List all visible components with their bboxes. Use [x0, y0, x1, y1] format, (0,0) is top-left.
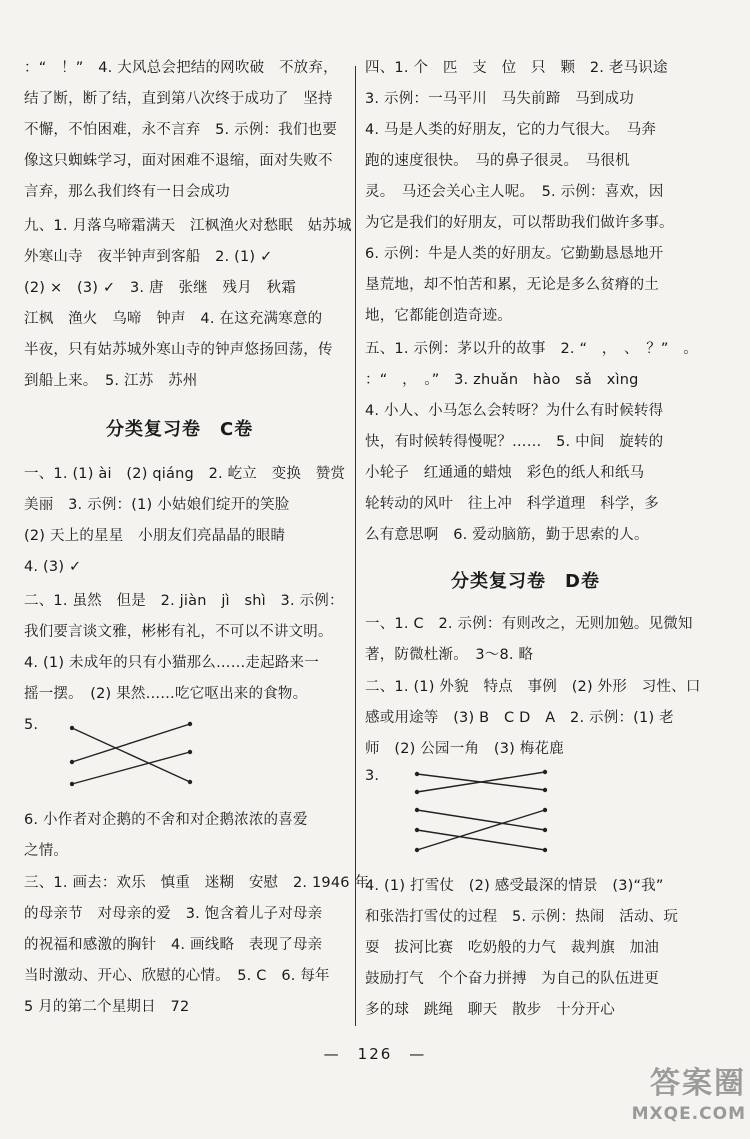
text-line: 5.	[24, 717, 39, 733]
watermark-text: 答案圈	[650, 1066, 746, 1101]
watermark-url: MXQE.COM	[631, 1104, 746, 1124]
text-line: 像这只蜘蛛学习，面对困难不退缩，面对失败不	[24, 153, 333, 169]
text-line: (2) × (3) ✓ 3. 唐 张继 残月 秋霜	[24, 280, 297, 296]
text-line: 4. (1) 未成年的只有小猫那么……走起路来一	[24, 655, 319, 671]
text-line: ：“ ， 。” 3. zhuǎn hào sǎ xìng	[365, 372, 639, 388]
text-line: 著，防微杜渐。 3～8. 略	[365, 647, 534, 663]
text-line: 和张浩打雪仗的过程 5. 示例：热闹 活动、玩	[365, 909, 679, 925]
text-line: 结了断，断了结，直到第八次终于成功了 坚持	[24, 91, 333, 107]
text-line: 快，有时候转得慢呢？…… 5. 中间 旋转的	[365, 434, 664, 450]
text-line: 6. 示例：牛是人类的好朋友。它勤勤恳恳地开	[365, 246, 664, 262]
text-line: 外寒山寺 夜半钟声到客船 2. (1) ✓	[24, 249, 273, 265]
text-line: 二、1. (1) 外貌 特点 事例 (2) 外形 习性、口	[365, 679, 701, 695]
section-title-c: 分类复习卷 C卷	[106, 419, 254, 440]
text-line: 师 (2) 公园一角 (3) 梅花鹿	[365, 741, 564, 757]
text-line: 的母亲节 对母亲的爱 3. 饱含着儿子对母亲	[24, 906, 323, 922]
text-line: 二、1. 虽然 但是 2. jiàn jì shì 3. 示例：	[24, 593, 344, 609]
text-line: 4. (3) ✓	[24, 559, 82, 575]
text-line: 摇一摆。 (2) 果然……吃它呕出来的食物。	[24, 686, 308, 702]
text-line: 的祝福和感激的胸针 4. 画线略 表现了母亲	[24, 937, 323, 953]
text-line: 五、1. 示例：茅以升的故事 2. “ ， 、 ？” 。	[365, 341, 699, 357]
text-line: 九、1. 月落乌啼霜满天 江枫渔火对愁眠 姑苏城	[24, 218, 352, 234]
text-line: 感或用途等 (3) B C D A 2. 示例：(1) 老	[365, 710, 674, 726]
text-line: 5 月的第二个星期日 72	[24, 999, 190, 1015]
text-line: 之情。	[24, 843, 69, 859]
text-line: 到船上来。 5. 江苏 苏州	[24, 373, 198, 389]
text-line: 3. 示例：一马平川 马失前蹄 马到成功	[365, 91, 634, 107]
text-line: 么有意思啊 6. 爱动脑筋，勤于思索的人。	[365, 527, 649, 543]
text-line: 3.	[365, 768, 380, 784]
text-line: 耍 拔河比赛 吃奶般的力气 裁判旗 加油	[365, 940, 659, 956]
text-line: 地，它都能创造奇迹。	[365, 308, 512, 324]
matching-lines-diagram	[409, 766, 555, 866]
matching-lines-diagram	[64, 718, 204, 788]
text-line: 垦荒地，却不怕苦和累，无论是多么贫瘠的土	[365, 277, 659, 293]
text-line: 半夜，只有姑苏城外寒山寺的钟声悠扬回荡，传	[24, 342, 333, 358]
text-line: 四、1. 个 匹 支 位 只 颗 2. 老马识途	[365, 60, 668, 76]
text-line: 4. 小人、小马怎么会转呀？为什么有时候转得	[365, 403, 664, 419]
text-line: 6. 小作者对企鹅的不舍和对企鹅浓浓的喜爱	[24, 812, 308, 828]
section-title-d: 分类复习卷 D卷	[451, 571, 600, 592]
text-line: 言弃，那么我们终有一日会成功	[24, 184, 230, 200]
watermark-logo	[610, 1065, 746, 1135]
text-line: 江枫 渔火 乌啼 钟声 4. 在这充满寒意的	[24, 311, 323, 327]
page-number: — 126 —	[323, 1045, 427, 1063]
text-line: ：“ ！” 4. 大风总会把结的网吹破 不放弃，	[24, 60, 338, 76]
text-line: 4. 马是人类的好朋友，它的力气很大。 马奔	[365, 122, 657, 138]
text-line: 轮转动的风叶 往上冲 科学道理 科学，多	[365, 496, 659, 512]
text-line: 小轮子 红通通的蜡烛 彩色的纸人和纸马	[365, 465, 645, 481]
text-line: 跑的速度很快。 马的鼻子很灵。 马很机	[365, 153, 630, 169]
text-line: 4. (1) 打雪仗 (2) 感受最深的情景 (3)“我”	[365, 878, 664, 894]
text-line: 多的球 跳绳 聊天 散步 十分开心	[365, 1002, 615, 1018]
text-line: 一、1. C 2. 示例：有则改之，无则加勉。见微知	[365, 616, 693, 632]
text-line: 当时激动、开心、欣慰的心情。 5. C 6. 每年	[24, 968, 330, 984]
text-line: 我们要言谈文雅，彬彬有礼，不可以不讲文明。	[24, 624, 333, 640]
column-divider	[355, 66, 356, 1026]
text-line: 美丽 3. 示例：(1) 小姑娘们绽开的笑脸	[24, 497, 290, 513]
text-line: 为它是我们的好朋友，可以帮助我们做许多事。	[365, 215, 674, 231]
text-line: (2) 天上的星星 小朋友们亮晶晶的眼睛	[24, 528, 286, 544]
text-line: 不懈，不怕困难，永不言弃 5. 示例：我们也要	[24, 122, 338, 138]
text-line: 灵。 马还会关心主人呢。 5. 示例：喜欢，因	[365, 184, 664, 200]
text-line: 三、1. 画去：欢乐 慎重 迷糊 安慰 2. 1946 年	[24, 875, 370, 891]
text-line: 鼓励打气 个个奋力拼搏 为自己的队伍进更	[365, 971, 659, 987]
text-line: 一、1. (1) ài (2) qiáng 2. 屹立 变换 赞赏	[24, 466, 346, 482]
